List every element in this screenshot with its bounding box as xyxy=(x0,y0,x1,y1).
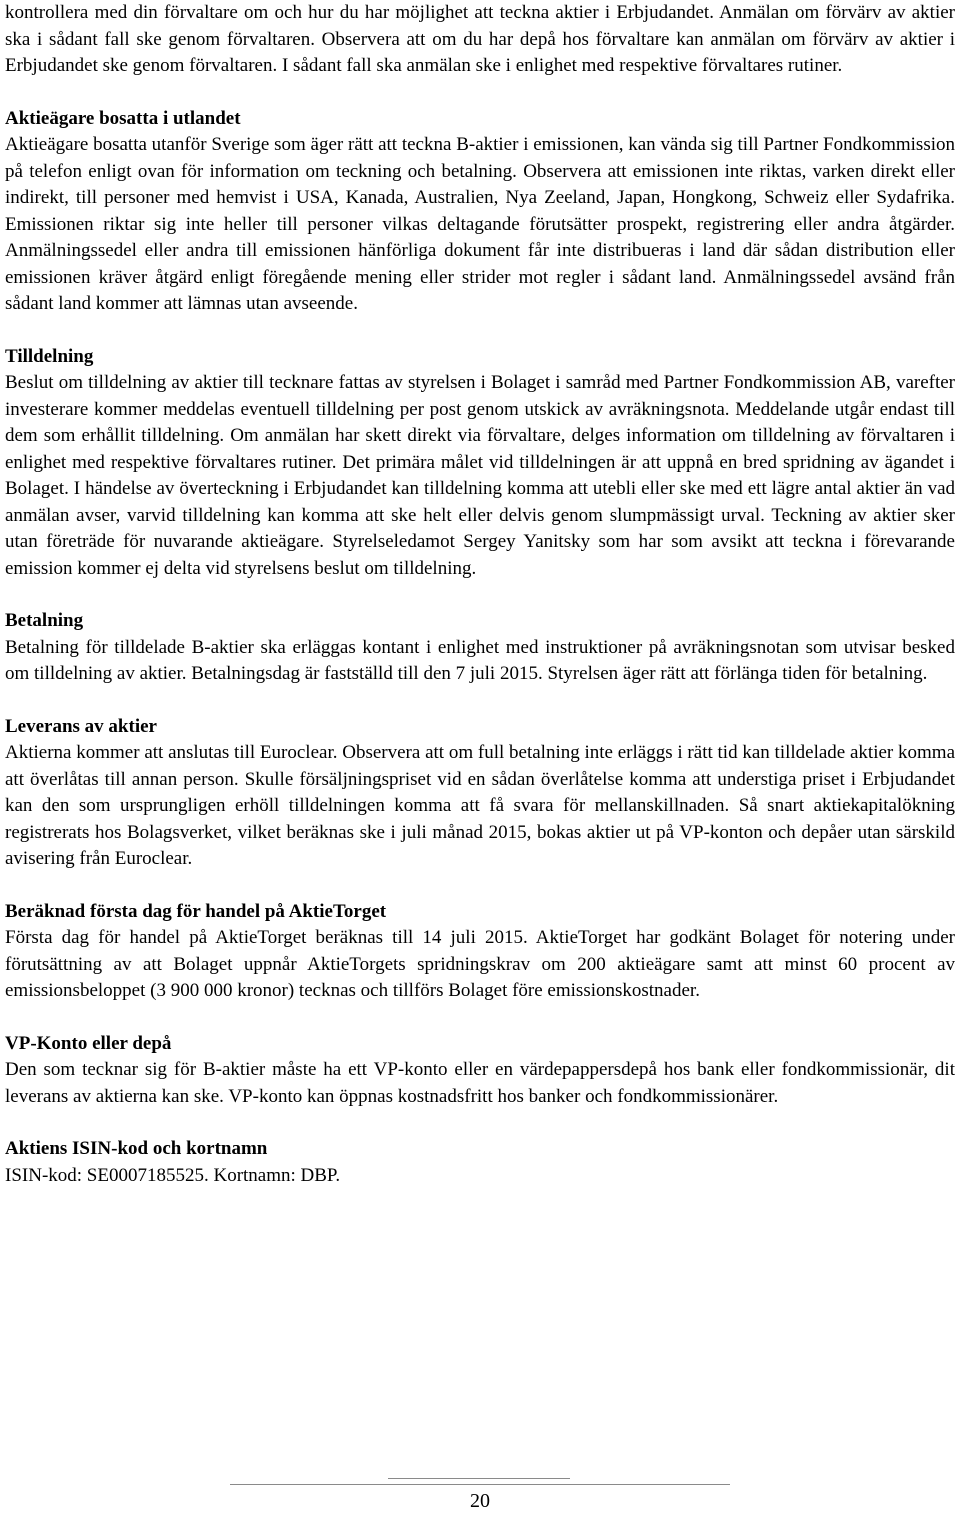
section-heading: Aktieägare bosatta i utlandet xyxy=(5,107,241,129)
section-aktieagare-utlandet xyxy=(5,106,955,318)
section-betalning xyxy=(5,608,955,688)
section-body: Aktieägare bosatta utanför Sverige som äger rätt att teckna B-aktier i emissionen, kan vända sig till Partner Fondkommission på telefon enligt ovan för information om teckning och betalning. Observera att emissionen inte riktas, varken direkt eller indirekt, till personer med hemvist i USA, Kanada, Australien, Nya Zeeland, Japan, Hongkong, Schweiz eller Sydafrika. Emissionen riktar sig inte heller till personer vilkas deltagande förutsätter prospekt, registrering eller andra åtgärder. Anmälningssedel eller andra till emissionen hänförliga dokument får inte distribueras i land där sådan distribution eller emissionen kräver åtgärd enligt föregående mening eller strider mot regler i sådant land. Anmälningssedel avsänd från sådant land kommer att lämnas utan avseende. xyxy=(5,134,955,314)
footer-divider-short xyxy=(388,1478,570,1479)
section-body: Första dag för handel på AktieTorget beräknas till 14 juli 2015. AktieTorget har godkänt Bolaget för notering under förutsättning av att Bolaget uppnår AktieTorgets spridningskrav om 200 aktieägare samt att minst 60 procent av emissionsbeloppet (3 900 000 kronor) tecknas och tillförs Bolaget före emissionskostnader. xyxy=(5,927,955,1001)
intro-paragraph: kontrollera med din förvaltare om och hur du har möjlighet att teckna aktier i Erbjudandet. Anmälan om förvärv av aktier ska i sådant fall ske genom förvaltaren. Observera att om du har depå hos förvaltare kan anmälan om förvärv av aktier i Erbjudandet ske genom förvaltaren. I sådant fall ska anmälan ske i enlighet med respektive förvaltares rutiner. xyxy=(5,2,955,76)
section-body: Beslut om tilldelning av aktier till tecknare fattas av styrelsen i Bolaget i samråd med Partner Fondkommission AB, varefter investerare kommer meddelas eventuell tilldelning per post genom utskick av avräkningsnota. Meddelande utgår endast till dem som erhållit tilldelning. Om anmälan har skett direkt via förvaltare, delges information om tilldelning av förvaltaren i enlighet med respektive förvaltares rutiner. Det primära målet vid tilldelningen är att uppnå en bred spridning av ägandet i Bolaget. I händelse av överteckning i Erbjudandet kan tilldelning komma att utebli eller ske med ett lägre antal aktier än vad anmälan avser, varvid tilldelning kan komma att ske helt eller delvis genom slumpmässigt urval. Teckning av aktier sker utan företräde för nuvarande aktieägare. Styrelseledamot Sergey Yanitsky som har som avsikt att teckna i förevarande emission kommer ej delta vid styrelsens beslut om tilldelning. xyxy=(5,372,955,579)
document-page xyxy=(5,0,955,1189)
section-heading: VP-Konto eller depå xyxy=(5,1032,172,1054)
section-body: ISIN-kod: SE0007185525. Kortnamn: DBP. xyxy=(5,1164,341,1186)
section-vp-konto xyxy=(5,1031,955,1111)
section-heading: Beräknad första dag för handel på AktieTorget xyxy=(5,900,387,922)
section-leverans xyxy=(5,714,955,873)
section-heading: Leverans av aktier xyxy=(5,715,157,737)
section-body: Betalning för tilldelade B-aktier ska erläggas kontant i enlighet med instruktioner på avräkningsnotan som utvisar besked om tilldelning av aktier. Betalningsdag är fastställd till den 7 juli 2015. Styrelsen äger rätt att förlänga tiden för betalning. xyxy=(5,636,955,684)
footer-divider-long xyxy=(230,1484,730,1485)
section-heading: Tilldelning xyxy=(5,345,94,367)
section-heading: Aktiens ISIN-kod och kortnamn xyxy=(5,1138,268,1159)
section-body: Den som tecknar sig för B-aktier måste ha ett VP-konto eller en värdepappersdepå hos bank eller fondkommissionär, dit leverans av aktierna kan ske. VP-konto kan öppnas kostnadsfritt hos banker och fondkommissionärer. xyxy=(5,1059,955,1107)
section-isin xyxy=(5,1136,955,1189)
page-number: 20 xyxy=(470,1490,490,1512)
section-body: Aktierna kommer att anslutas till Euroclear. Observera att om full betalning inte erläggs i rätt tid kan tilldelade aktier komma att överlåtas till annan person. Skulle försäljningspriset vid en sådan överlåtelse komma att understiga priset i Erbjudandet kan den som ursprungligen erhöll tilldelningen komma att få svara för mellanskillnaden. Så snart aktiekapitalökning registrerats hos Bolagsverket, vilket beräknas ske i juli månad 2015, bokas aktier ut på VP-konton och depåer utan särskild avisering från Euroclear. xyxy=(5,742,955,869)
section-tilldelning xyxy=(5,344,955,583)
section-heading: Betalning xyxy=(5,610,84,631)
section-forsta-handelsdag xyxy=(5,899,955,1005)
